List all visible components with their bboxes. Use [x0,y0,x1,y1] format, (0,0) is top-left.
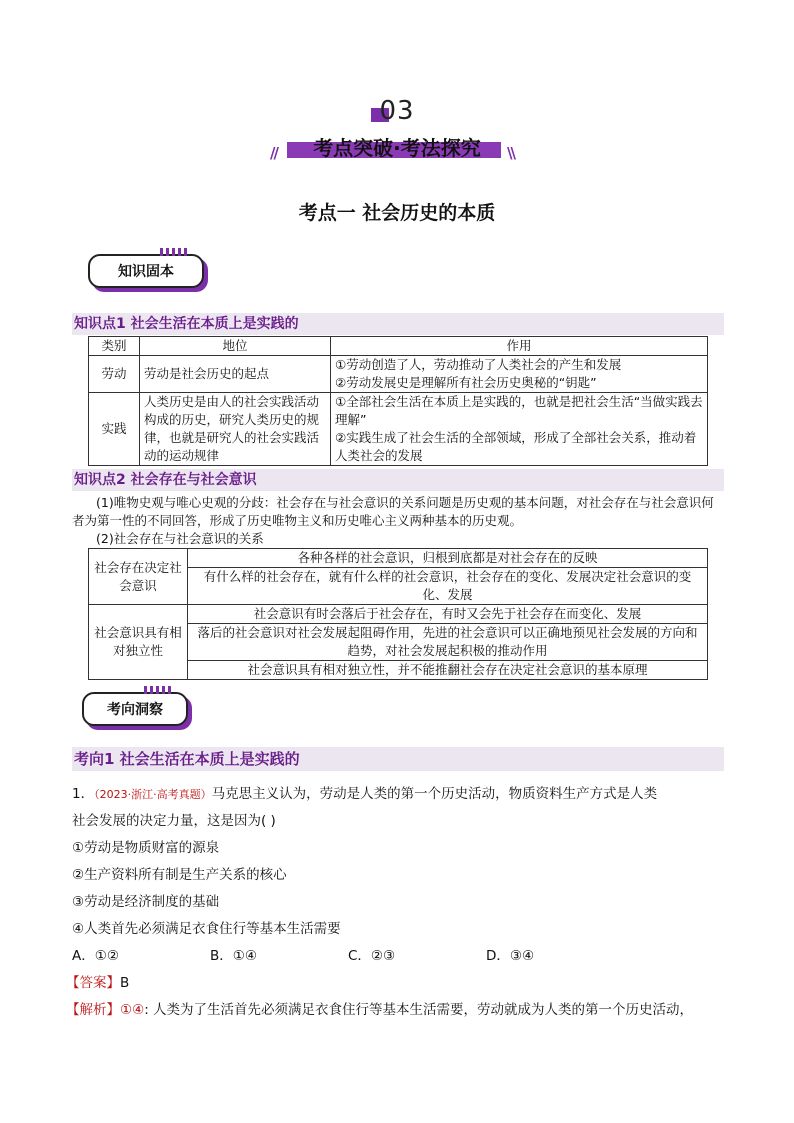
tag-dots-decoration [144,686,174,694]
question-source: （2023·浙江·高考真题） [94,788,212,801]
answer-line [66,973,129,993]
table-row [89,337,708,356]
direction-tag-label: 考向洞察 [107,702,163,718]
cell-item: 各种各样的社会意识，归根到底都是对社会存在的反映 [188,549,708,568]
table-row [89,356,708,393]
table-row [89,393,708,466]
question-item: ④人类首先必须满足衣食住行等基本生活需要 [72,921,341,937]
option-b: B．①④ [210,948,257,964]
analysis-label: 【解析】 [66,1002,120,1018]
cell-item: 有什么样的社会存在，就有什么样的社会意识，社会存在的变化、发展决定社会意识的变化、发展 [188,568,708,605]
cell-item: 社会意识具有相对独立性，并不能推翻社会存在决定社会意识的基本原理 [188,661,708,680]
cell-item: 社会意识有时会落后于社会存在，有时又会先于社会存在而变化、发展 [188,605,708,624]
cell-roles [331,356,708,393]
role-item: ①全部社会生活在本质上是实践的，也就是把社会生活“当做实践去理解” [335,394,703,427]
cell-category: 劳动 [89,356,140,393]
knowledge-tag [88,254,204,288]
analysis-key: ①④ [120,1002,145,1018]
cell-roles [331,393,708,466]
question-item: ①劳动是物质财富的源泉 [72,840,220,856]
question-stem-line2: 社会发展的决定力量，这是因为( ) [72,813,276,829]
role-item: ①劳动创造了人，劳动推动了人类社会的产生和发展 [335,357,622,372]
topic-title: 考点一 社会历史的本质 [298,202,496,224]
question-stem [72,784,722,805]
question-item: ②生产资料所有制是生产关系的核心 [72,867,287,883]
direction-tag [82,692,188,726]
header-role: 作用 [331,337,708,356]
role-item: ②劳动发展史是理解所有社会历史奥秘的“钥匙” [335,375,597,390]
cell-item: 落后的社会意识对社会发展起阻碍作用，先进的社会意识可以正确地预见社会发展的方向和趋势，对社会发展起积极的推动作用 [188,624,708,661]
header-position: 地位 [140,337,331,356]
table-row [89,549,708,568]
header-category: 类别 [89,337,140,356]
direction1-heading: 考向1 社会生活在本质上是实践的 [72,747,724,771]
question-number: 1． [72,786,95,802]
cell-label: 社会存在决定社会意识 [89,549,188,605]
banner-right-decoration: \\ [507,144,514,162]
section-banner: 考点突破·考法探究 [313,136,481,160]
cell-category: 实践 [89,393,140,466]
table-row [89,605,708,624]
kp2-paragraph-2: (2)社会存在与社会意识的关系 [96,531,264,546]
kp2-paragraph-1: (1)唯物史观与唯心史观的分歧：社会存在与社会意识的关系问题是历史观的基本问题，对社会存在与社会意识何者为第一性的不同回答，形成了历史唯物主义和历史唯心主义两种基本的历史观。 [72,495,714,528]
tag-dots-decoration [160,248,190,256]
knowledge-tag-label: 知识固本 [118,264,174,280]
role-item: ②实践生成了社会生活的全部领域，形成了全部社会关系，推动着人类社会的发展 [335,430,697,463]
banner-left-decoration: // [270,144,277,162]
answer-label: 【答案】 [66,975,120,991]
option-a: A．①② [72,948,119,964]
kp1-table [88,336,708,466]
kp2-heading: 知识点2 社会存在与社会意识 [72,469,724,491]
kp2-table [88,548,708,680]
analysis-line [66,1000,726,1020]
option-c: C．②③ [348,948,396,964]
section-number: 03 [379,96,415,126]
question-stem-line1: 马克思主义认为，劳动是人类的第一个历史活动，物质资料生产方式是人类 [211,786,658,802]
analysis-text: : 人类为了生活首先必须满足衣食住行等基本生活需要，劳动就成为人类的第一个历史活动， [144,1002,694,1018]
answer-value: B [120,975,130,991]
question-item: ③劳动是经济制度的基础 [72,894,220,910]
cell-position: 人类历史是由人的社会实践活动构成的历史，研究人类历史的规律，也就是研究人的社会实践活动的运动规律 [140,393,331,466]
cell-position: 劳动是社会历史的起点 [140,356,331,393]
cell-label: 社会意识具有相对独立性 [89,605,188,680]
option-d: D．③④ [486,948,535,964]
kp1-heading: 知识点1 社会生活在本质上是实践的 [72,313,724,335]
